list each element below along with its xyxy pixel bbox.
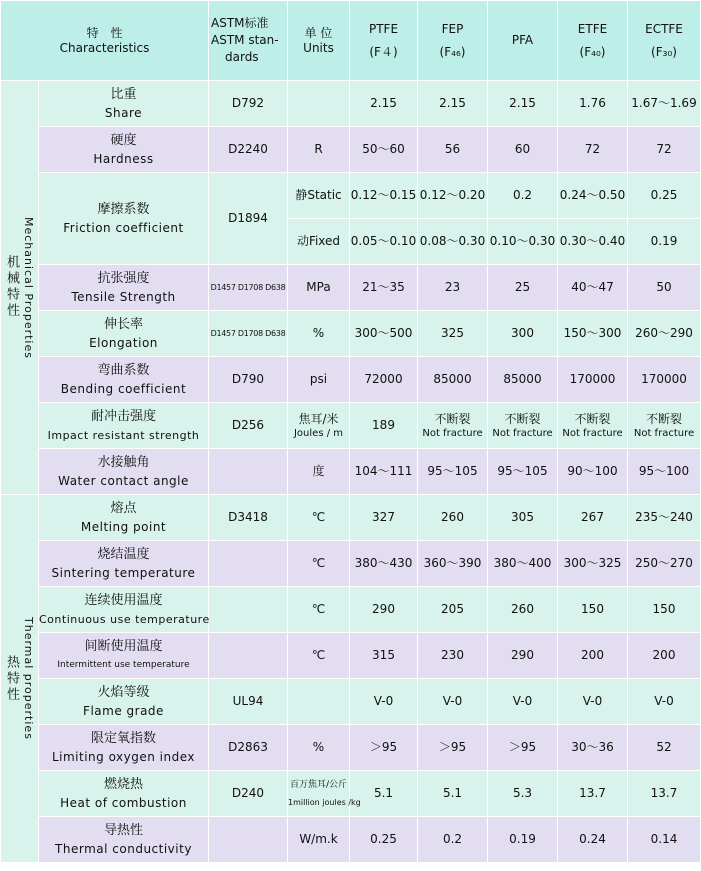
value-cell: V-0: [488, 679, 558, 725]
value-cell: 72: [628, 127, 701, 173]
value-cell: 52: [628, 725, 701, 771]
property-cell: 熔点 Melting point: [39, 495, 209, 541]
value-cell: V-0: [418, 679, 488, 725]
value-cell: 21～35: [350, 265, 418, 311]
unit-cell: 静Static: [288, 173, 350, 219]
unit-cell: [288, 679, 350, 725]
unit-cell: ℃: [288, 587, 350, 633]
astm-header-line2: ASTM stan-: [211, 33, 279, 47]
property-cell: 限定氧指数 Limiting oxygen index: [39, 725, 209, 771]
astm-cell: [209, 633, 288, 679]
units-cn: 单 位: [304, 25, 333, 40]
unit-cell: ℃: [288, 633, 350, 679]
value-cell: 300～325: [558, 541, 628, 587]
property-cell: 摩擦系数 Friction coefficient: [39, 173, 209, 265]
value-cell: 50: [628, 265, 701, 311]
value-cell: 56: [418, 127, 488, 173]
property-cell: 硬度 Hardness: [39, 127, 209, 173]
mechanical-category: [1, 81, 39, 495]
value-cell: 325: [418, 311, 488, 357]
astm-cell: [209, 541, 288, 587]
property-cell: 间断使用温度 Intermittent use temperature: [39, 633, 209, 679]
value-cell: 72: [558, 127, 628, 173]
unit-cell: MPa: [288, 265, 350, 311]
characteristics-header: [1, 1, 209, 81]
value-cell: 327: [350, 495, 418, 541]
table-row: [1, 403, 701, 449]
astm-header: [209, 1, 288, 81]
unit-cell: 度: [288, 449, 350, 495]
table-row: [1, 173, 701, 219]
unit-cell: %: [288, 311, 350, 357]
property-cell: 比重 Share: [39, 81, 209, 127]
value-cell: 不断裂 Not fracture: [488, 403, 558, 449]
table-row: [1, 357, 701, 403]
value-cell: 380～430: [350, 541, 418, 587]
value-cell: 380～400: [488, 541, 558, 587]
value-cell: 0.25: [350, 817, 418, 863]
unit-cell: [288, 81, 350, 127]
value-cell: 260～290: [628, 311, 701, 357]
astm-cell: D2863: [209, 725, 288, 771]
property-cell: 火焰等级 Flame grade: [39, 679, 209, 725]
astm-cell: [209, 449, 288, 495]
value-cell: 不断裂 Not fracture: [418, 403, 488, 449]
value-cell: 0.19: [488, 817, 558, 863]
unit-cell: 百万焦耳/公斤 1million joules /kg: [288, 771, 350, 817]
value-cell: 360～390: [418, 541, 488, 587]
value-cell: 13.7: [628, 771, 701, 817]
material-header-ptfe: PTFE (F４): [350, 1, 418, 81]
value-cell: 170000: [628, 357, 701, 403]
value-cell: ＞95: [350, 725, 418, 771]
unit-cell: ℃: [288, 541, 350, 587]
value-cell: 200: [628, 633, 701, 679]
value-cell: 300: [488, 311, 558, 357]
characteristics-en: Characteristics: [59, 40, 150, 55]
property-cell: 水接触角 Water contact angle: [39, 449, 209, 495]
value-cell: 1.67～1.69: [628, 81, 701, 127]
astm-cell: D256: [209, 403, 288, 449]
value-cell: 95～105: [488, 449, 558, 495]
table-row: [1, 449, 701, 495]
value-cell: 1.76: [558, 81, 628, 127]
mechanical-en: Mechanical Properties: [22, 216, 35, 359]
value-cell: 25: [488, 265, 558, 311]
value-cell: 0.25: [628, 173, 701, 219]
astm-cell: D2240: [209, 127, 288, 173]
value-cell: V-0: [350, 679, 418, 725]
value-cell: 5.1: [418, 771, 488, 817]
unit-cell: ℃: [288, 495, 350, 541]
table-row: [1, 679, 701, 725]
value-cell: 0.14: [628, 817, 701, 863]
value-cell: 2.15: [350, 81, 418, 127]
unit-cell: %: [288, 725, 350, 771]
value-cell: 50～60: [350, 127, 418, 173]
unit-cell: 动Fixed: [288, 219, 350, 265]
value-cell: 0.05～0.10: [350, 219, 418, 265]
value-cell: 205: [418, 587, 488, 633]
value-cell: 235～240: [628, 495, 701, 541]
value-cell: 30～36: [558, 725, 628, 771]
table-row: [1, 633, 701, 679]
unit-cell: W/m.k: [288, 817, 350, 863]
value-cell: 250～270: [628, 541, 701, 587]
value-cell: 0.12～0.15: [350, 173, 418, 219]
value-cell: 0.12～0.20: [418, 173, 488, 219]
value-cell: 85000: [418, 357, 488, 403]
value-cell: 267: [558, 495, 628, 541]
astm-cell: D1894: [209, 173, 288, 265]
value-cell: 315: [350, 633, 418, 679]
astm-cell: UL94: [209, 679, 288, 725]
property-cell: 连续使用温度 Continuous use temperature: [39, 587, 209, 633]
astm-header-line1: ASTM标准: [211, 16, 269, 30]
value-cell: 150: [558, 587, 628, 633]
astm-cell: D790: [209, 357, 288, 403]
value-cell: 104～111: [350, 449, 418, 495]
characteristics-cn: 特 性: [86, 25, 123, 40]
value-cell: 0.10～0.30: [488, 219, 558, 265]
astm-cell: D792: [209, 81, 288, 127]
value-cell: 230: [418, 633, 488, 679]
table-row: [1, 725, 701, 771]
value-cell: 90～100: [558, 449, 628, 495]
units-header: [288, 1, 350, 81]
value-cell: 300～500: [350, 311, 418, 357]
value-cell: 23: [418, 265, 488, 311]
table-row: [1, 817, 701, 863]
value-cell: V-0: [558, 679, 628, 725]
value-cell: 305: [488, 495, 558, 541]
value-cell: 5.3: [488, 771, 558, 817]
value-cell: 0.24～0.50: [558, 173, 628, 219]
property-cell: 烧结温度 Sintering temperature: [39, 541, 209, 587]
value-cell: 2.15: [488, 81, 558, 127]
astm-cell: [209, 587, 288, 633]
units-en: Units: [303, 40, 334, 55]
value-cell: 0.30～0.40: [558, 219, 628, 265]
thermal-category: [1, 495, 39, 863]
property-cell: 抗张强度 Tensile Strength: [39, 265, 209, 311]
value-cell: 13.7: [558, 771, 628, 817]
value-cell: 0.08～0.30: [418, 219, 488, 265]
value-cell: 0.2: [418, 817, 488, 863]
value-cell: 0.2: [488, 173, 558, 219]
property-cell: 燃烧热 Heat of combustion: [39, 771, 209, 817]
property-cell: 耐冲击强度 Impact resistant strength: [39, 403, 209, 449]
thermal-cn: 热特性: [4, 654, 19, 703]
value-cell: ＞95: [488, 725, 558, 771]
astm-cell: D3418: [209, 495, 288, 541]
property-cell: 弯曲系数 Bending coefficient: [39, 357, 209, 403]
value-cell: 95～100: [628, 449, 701, 495]
material-header-ectfe: ECTFE (F₃₀): [628, 1, 701, 81]
table-row: [1, 265, 701, 311]
property-cell: 导热性 Thermal conductivity: [39, 817, 209, 863]
value-cell: 200: [558, 633, 628, 679]
table-row: [1, 495, 701, 541]
value-cell: 60: [488, 127, 558, 173]
value-cell: 不断裂 Not fracture: [558, 403, 628, 449]
astm-cell: [209, 817, 288, 863]
value-cell: 260: [488, 587, 558, 633]
value-cell: 40～47: [558, 265, 628, 311]
astm-cell: D1457 D1708 D638: [209, 311, 288, 357]
material-header-fep: FEP (F₄₆): [418, 1, 488, 81]
thermal-en: Thermal properties: [22, 617, 35, 740]
value-cell: 150～300: [558, 311, 628, 357]
property-cell: 伸长率 Elongation: [39, 311, 209, 357]
table-row: [1, 771, 701, 817]
unit-cell: 焦耳/米 Joules / m: [288, 403, 350, 449]
astm-cell: D240: [209, 771, 288, 817]
value-cell: 260: [418, 495, 488, 541]
value-cell: 95～105: [418, 449, 488, 495]
value-cell: 0.19: [628, 219, 701, 265]
value-cell: 72000: [350, 357, 418, 403]
table-row: [1, 127, 701, 173]
material-header-etfe: ETFE (F₄₀): [558, 1, 628, 81]
value-cell: 85000: [488, 357, 558, 403]
value-cell: 2.15: [418, 81, 488, 127]
table-row: [1, 81, 701, 127]
table-row: [1, 541, 701, 587]
value-cell: 0.24: [558, 817, 628, 863]
value-cell: 150: [628, 587, 701, 633]
value-cell: 5.1: [350, 771, 418, 817]
table-row: [1, 587, 701, 633]
material-header-pfa: PFA: [488, 1, 558, 81]
value-cell: 不断裂 Not fracture: [628, 403, 701, 449]
value-cell: 290: [488, 633, 558, 679]
astm-cell: D1457 D1708 D638: [209, 265, 288, 311]
value-cell: 290: [350, 587, 418, 633]
astm-header-line3: dards: [225, 50, 259, 64]
value-cell: ＞95: [418, 725, 488, 771]
unit-cell: R: [288, 127, 350, 173]
header-row: [1, 1, 701, 81]
mechanical-cn: 机械特性: [4, 255, 19, 320]
value-cell: 170000: [558, 357, 628, 403]
value-cell: V-0: [628, 679, 701, 725]
table-row: [1, 311, 701, 357]
value-cell: 189: [350, 403, 418, 449]
unit-cell: psi: [288, 357, 350, 403]
